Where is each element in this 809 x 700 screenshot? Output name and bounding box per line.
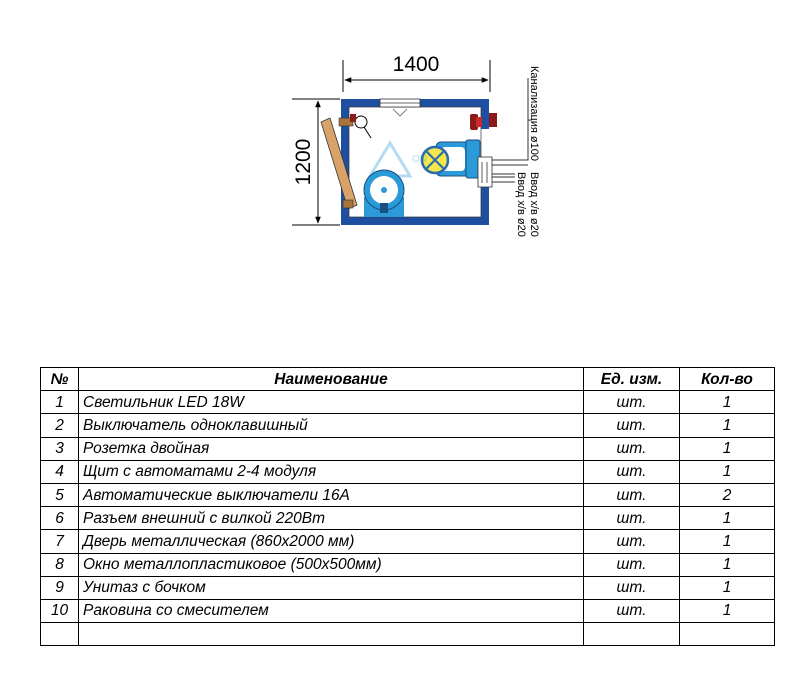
header-name: Наименование <box>79 368 584 391</box>
row-unit: шт. <box>584 553 680 576</box>
row-number: 9 <box>41 576 79 599</box>
table-row <box>41 553 775 576</box>
row-number: 5 <box>41 483 79 506</box>
row-quantity: 1 <box>680 414 775 437</box>
row-name: Разъем внешний с вилкой 220Вт <box>79 507 584 530</box>
row-quantity: 2 <box>680 483 775 506</box>
watermark-text: ON <box>412 154 427 165</box>
table-row <box>41 414 775 437</box>
row-quantity: 1 <box>680 599 775 622</box>
row-unit: шт. <box>584 483 680 506</box>
table-row <box>41 530 775 553</box>
row-quantity: 1 <box>680 553 775 576</box>
width-dimension-label: 1400 <box>392 53 440 76</box>
row-quantity: 1 <box>680 530 775 553</box>
table-row <box>41 483 775 506</box>
row-name: Автоматические выключатели 16А <box>79 483 584 506</box>
pipe-connections <box>478 78 528 187</box>
table-row <box>41 507 775 530</box>
height-dimension-label: 1200 <box>292 138 315 186</box>
row-unit: шт. <box>584 530 680 553</box>
header-quantity: Кол-во <box>680 368 775 391</box>
row-unit: шт. <box>584 391 680 414</box>
window-icon <box>380 99 420 116</box>
row-quantity: 1 <box>680 507 775 530</box>
table-row-empty <box>41 623 775 646</box>
row-quantity: 1 <box>680 460 775 483</box>
row-quantity: 1 <box>680 391 775 414</box>
height-dimension <box>292 99 340 225</box>
row-unit <box>584 623 680 646</box>
row-number: 3 <box>41 437 79 460</box>
row-unit: шт. <box>584 576 680 599</box>
row-number: 4 <box>41 460 79 483</box>
row-quantity: 1 <box>680 576 775 599</box>
row-name: Раковина со смесителем <box>79 599 584 622</box>
row-quantity: 1 <box>680 437 775 460</box>
table-row <box>41 391 775 414</box>
sewer-label: Канализация ø100 <box>528 66 540 161</box>
row-unit: шт. <box>584 460 680 483</box>
row-name: Выключатель одноклавишный <box>79 414 584 437</box>
row-name: Дверь металлическая (860х2000 мм) <box>79 530 584 553</box>
row-name: Розетка двойная <box>79 437 584 460</box>
row-number: 7 <box>41 530 79 553</box>
table-row <box>41 437 775 460</box>
row-unit: шт. <box>584 414 680 437</box>
row-name: Окно металлопластиковое (500х500мм) <box>79 553 584 576</box>
row-name: Щит с автоматами 2-4 модуля <box>79 460 584 483</box>
row-number: 1 <box>41 391 79 414</box>
row-unit: шт. <box>584 437 680 460</box>
row-number: 2 <box>41 414 79 437</box>
row-number: 10 <box>41 599 79 622</box>
table-row <box>41 599 775 622</box>
row-name: Светильник LED 18W <box>79 391 584 414</box>
width-dimension <box>343 53 490 92</box>
header-number: № <box>41 368 79 391</box>
row-number <box>41 623 79 646</box>
row-unit: шт. <box>584 599 680 622</box>
table-row <box>41 460 775 483</box>
specification-table <box>40 367 775 646</box>
row-unit: шт. <box>584 507 680 530</box>
row-name: Унитаз с бочком <box>79 576 584 599</box>
row-number: 8 <box>41 553 79 576</box>
row-quantity <box>680 623 775 646</box>
table-row <box>41 576 775 599</box>
header-unit: Ед. изм. <box>584 368 680 391</box>
table-header-row <box>41 368 775 391</box>
water-in-label-1: Ввод х/в ø20 <box>528 172 540 237</box>
water-in-label-2: Ввод х/в ø20 <box>515 172 527 237</box>
row-number: 6 <box>41 507 79 530</box>
row-name <box>79 623 584 646</box>
sink-icon <box>364 170 404 217</box>
door-icon <box>321 118 357 209</box>
